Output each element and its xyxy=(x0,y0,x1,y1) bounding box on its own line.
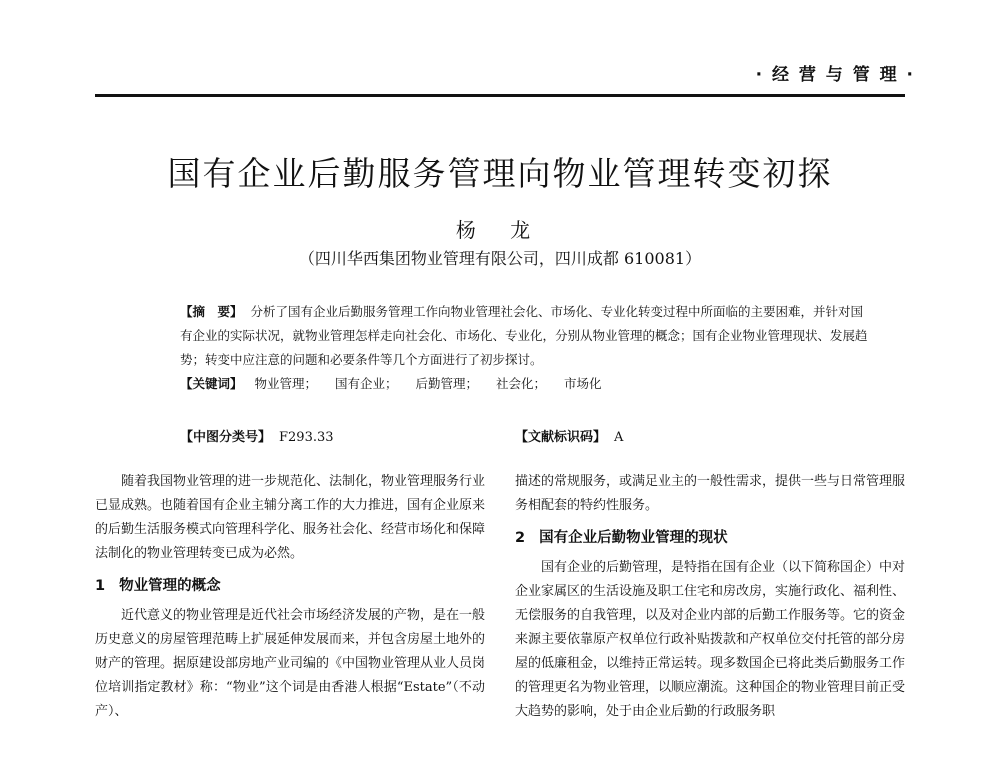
abstract-block xyxy=(180,300,870,396)
classification-value: F293.33 xyxy=(279,430,334,445)
keyword: 后勤管理； xyxy=(415,376,479,391)
classification-number xyxy=(180,426,334,445)
abstract-label: 【摘 要】 xyxy=(180,304,243,319)
right-column xyxy=(515,470,905,724)
keyword: 物业管理； xyxy=(254,376,318,391)
paragraph: 随着我国物业管理的进一步规范化、法制化，物业管理服务行业已显成熟。也随着国有企业主辅分离工作的大力推进，国有企业原来的后勤生活服务模式向管理科学化、服务社会化、经营市场化和保障法制化的物业管理转变已成为必然。 xyxy=(95,474,486,561)
keywords xyxy=(180,372,870,396)
paragraph: 近代意义的物业管理是近代社会市场经济发展的产物，是在一般历史意义的房屋管理范畴上扩展延伸发展而来，并包含房屋土地外的财产的管理。据原建设部房地产业司编的《中国物业管理从业人员岗位培训指定教材》称：“物业”这个词是由香港人根据“Estate”（不动产）、 xyxy=(95,608,486,719)
section-heading-2 xyxy=(515,526,905,550)
classification-label: 【中图分类号】 xyxy=(180,430,272,445)
left-column xyxy=(95,470,485,724)
keywords-label: 【关键词】 xyxy=(180,376,243,391)
section-number: 2 xyxy=(515,530,526,546)
header-rule xyxy=(95,94,905,97)
document-code xyxy=(515,426,623,445)
article-title: 国有企业后勤服务管理向物业管理转变初探 xyxy=(167,154,833,193)
section-title: 物业管理的概念 xyxy=(119,578,221,594)
journal-section-header: · 经 营 与 管 理 · xyxy=(755,65,915,85)
author: 杨 龙 xyxy=(455,218,545,242)
document-code-label: 【文献标识码】 xyxy=(515,430,607,445)
keyword: 社会化； xyxy=(496,376,547,391)
affiliation: （四川华西集团物业管理有限公司，四川成都 610081） xyxy=(298,249,702,268)
document-code-value: A xyxy=(614,430,624,445)
section-number: 1 xyxy=(95,578,106,594)
section-heading-1 xyxy=(95,574,485,598)
abstract xyxy=(180,300,870,372)
section-title: 国有企业后勤物业管理的现状 xyxy=(539,530,728,546)
abstract-text: 分析了国有企业后勤服务管理工作向物业管理社会化、市场化、专业化转变过程中所面临的主要困难，并针对国有企业的实际状况，就物业管理怎样走向社会化、市场化、专业化，分别从物业管理的概念；国有企业物业管理现状、发展趋势；转变中应注意的问题和必要条件等几个方面进行了初步探讨。 xyxy=(180,304,868,367)
keyword: 国有企业； xyxy=(335,376,398,391)
paragraph: 描述的常规服务，或满足业主的一般性需求，提供一些与日常管理服务相配套的特约性服务。 xyxy=(515,474,906,513)
keyword: 市场化 xyxy=(564,376,602,391)
paragraph: 国有企业的后勤管理，是特指在国有企业（以下简称国企）中对企业家属区的生活设施及职工住宅和房改房，实施行政化、福利性、无偿服务的自我管理，以及对企业内部的后勤工作服务等。它的资金来源主要依靠原产权单位行政补贴拨款和产权单位交付托管的部分房屋的低廉租金，以维持正常运转。现多数国企已将此类后勤服务工作的管理更名为物业管理，以顺应潮流。这种国企的物业管理目前正受大趋势的影响，处于由企业后勤的行政服务职 xyxy=(515,560,906,719)
